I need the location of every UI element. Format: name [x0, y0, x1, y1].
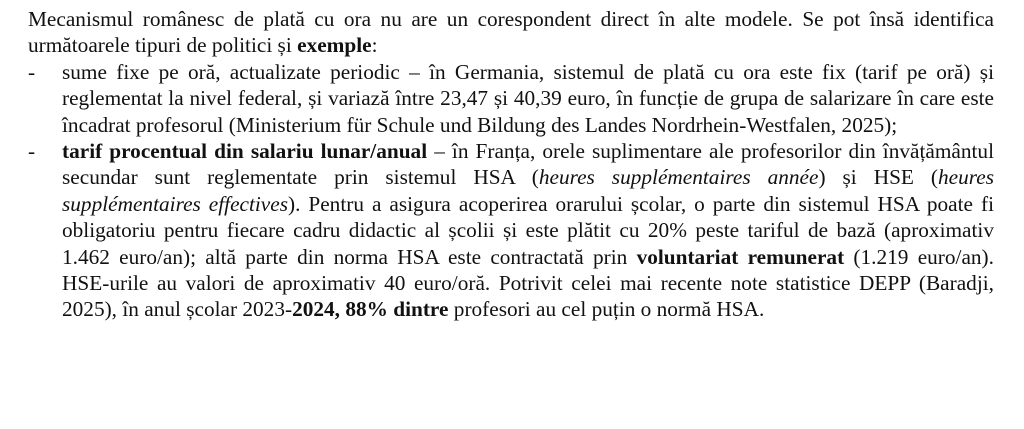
- text-run: – în Franța, orele suplimentare ale profesorilor din învățământul secundar sunt reglementate prin sistemul HSA (: [62, 139, 994, 190]
- intro-text: Mecanismul românesc de plată cu ora nu are un corespondent direct în alte modele. Se pot însă identifica următoarele tipuri de politici și: [28, 7, 994, 58]
- text-run: ). Pentru a asigura acoperirea orarului școlar, o parte din sistemul HSA poate fi obligatoriu pentru fiecare cadru didactic al școlii și este plătit cu 20% peste tariful de bază (aproximativ 1.462 euro/an); altă parte din norma HSA este contractată prin: [62, 191, 994, 269]
- italic-term-hsa: heures supplémentaires année: [538, 165, 819, 190]
- list-item-text: sume fixe pe oră, actualizate periodic – în Germania, sistemul de plată cu ora este fix (tarif pe oră) și reglementat la nivel federal, și variază între 23,47 și 40,39 euro, în funcție de grupa de salarizare în care este încadrat profesorul (Ministerium für Schule und Bildung des Landes Nordrhein-Westfalen, 2025);: [62, 59, 994, 137]
- text-run: profesori au cel puțin o normă HSA.: [448, 297, 765, 322]
- list-item-france: [28, 138, 994, 323]
- document-body: [28, 6, 994, 323]
- intro-paragraph: [28, 6, 994, 59]
- italic-term-hse: heures supplémentaires effectives: [62, 165, 995, 216]
- intro-emphasis: exemple: [297, 33, 372, 58]
- list-item-text: [62, 138, 994, 323]
- semibold-run: voluntariat remunerat: [636, 244, 845, 269]
- text-run: ) și HSE (: [818, 165, 939, 190]
- list-dash: -: [28, 59, 36, 84]
- intro-tail: :: [371, 33, 378, 58]
- list-dash: -: [28, 139, 36, 164]
- text-run: (1.219 euro/an). HSE-urile au valori de aproximativ 40 euro/oră. Potrivit celei mai recente note statistice DEPP (Baradji, 2025), în anul școlar 2023-: [62, 244, 994, 322]
- list-item-germany: [28, 59, 994, 138]
- list-item-lead: tarif procentual din salariu lunar/anual: [62, 139, 428, 164]
- semibold-run: 2024, 88% dintre: [292, 297, 449, 322]
